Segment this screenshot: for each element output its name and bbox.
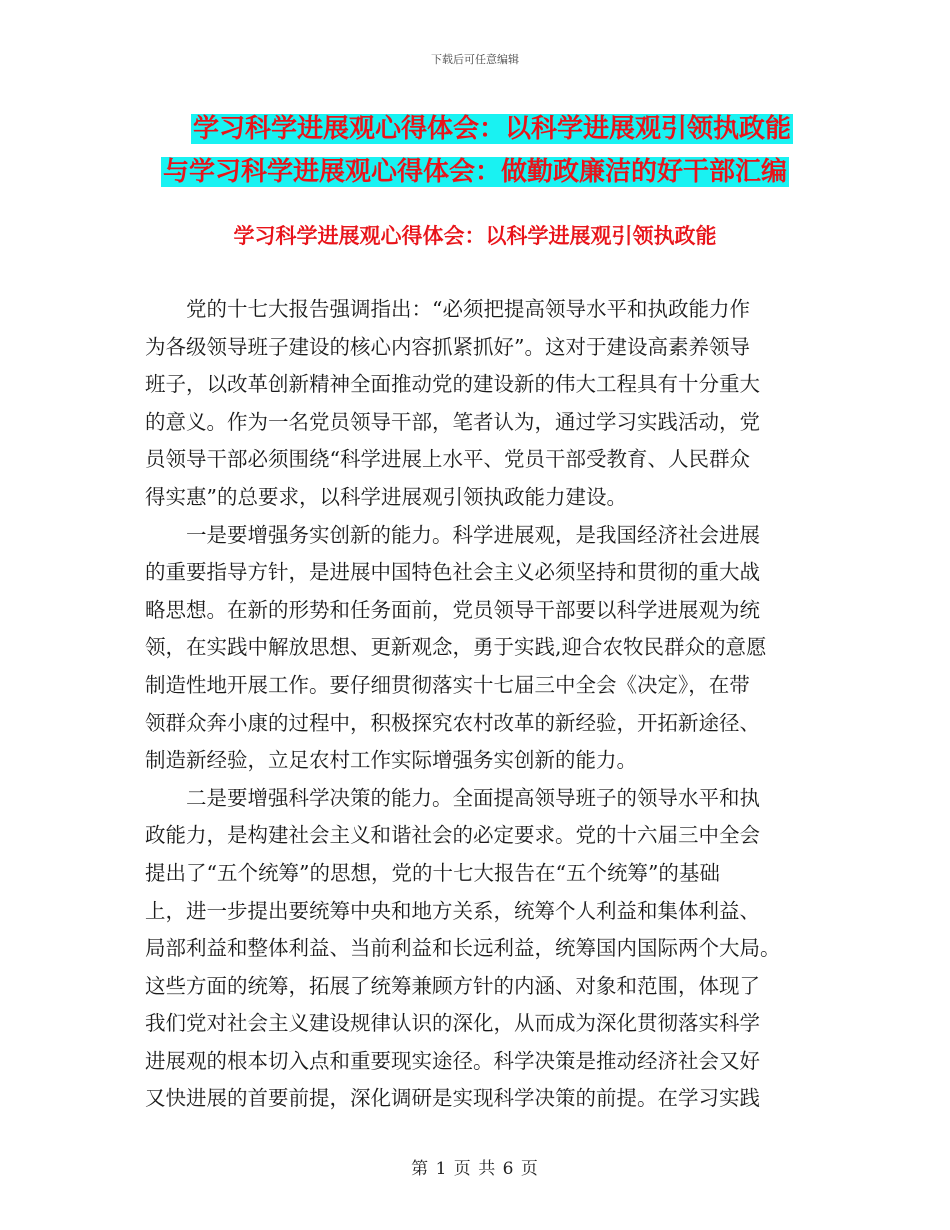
text-line: 党的十七大报告强调指出：“必须把提高领导水平和执政能力作 <box>145 297 750 321</box>
text-line: 局部利益和整体利益、当前利益和长远利益，统筹国内国际两个大局。 <box>145 936 781 961</box>
paragraph-2 <box>145 517 810 780</box>
text-line: 领，在实践中解放思想、更新观念，勇于实践,迎合农牧民群众的意愿 <box>145 635 767 660</box>
document-title-line-1 <box>0 110 950 148</box>
title-highlight-1: 学习科学进展观心得体会：以科学进展观引领执政能 <box>192 114 791 144</box>
paragraph-1 <box>145 291 810 517</box>
text-line: 这些方面的统筹，拓展了统筹兼顾方针的内涵、对象和范围，体现了 <box>145 973 760 998</box>
text-line: 二是要增强科学决策的能力。全面提高领导班子的领导水平和执 <box>145 785 760 810</box>
text-line: 制造性地开展工作。要仔细贯彻落实十七届三中全会《决定》，在带 <box>145 672 750 697</box>
text-line: 为各级领导班子建设的核心内容抓紧抓好”。这对于建设高素养领导 <box>145 334 750 359</box>
text-line: 制造新经验，立足农村工作实际增强务实创新的能力。 <box>145 748 637 773</box>
page-number-footer: 第 1 页 共 6 页 <box>411 1159 539 1179</box>
text-line: 进展观的根本切入点和重要现实途径。科学决策是推动经济社会又好 <box>145 1048 760 1073</box>
text-line: 的意义。作为一名党员领导干部，笔者认为，通过学习实践活动，党 <box>145 409 760 434</box>
text-line: 我们党对社会主义建设规律认识的深化，从而成为深化贯彻落实科学 <box>145 1011 760 1036</box>
section-title: 学习科学进展观心得体会：以科学进展观引领执政能 <box>233 224 717 248</box>
text-line: 班子，以改革创新精神全面推动党的建设新的伟大工程具有十分重大 <box>145 372 760 397</box>
text-line: 一是要增强务实创新的能力。科学进展观，是我国经济社会进展 <box>145 522 760 547</box>
text-line: 领群众奔小康的过程中，积极探究农村改革的新经验，开拓新途径、 <box>145 710 760 735</box>
paragraph-3 <box>145 780 810 1118</box>
title-highlight-2: 与学习科学进展观心得体会：做勤政廉洁的好干部汇编 <box>162 157 787 187</box>
text-line: 又快进展的首要前提，深化调研是实现科学决策的前提。在学习实践 <box>145 1086 760 1111</box>
text-line: 员领导干部必须围绕“科学进展上水平、党员干部受教育、人民群众 <box>145 447 750 472</box>
text-line: 政能力，是构建社会主义和谐社会的必定要求。党的十六届三中全会 <box>145 823 760 848</box>
text-line: 的重要指导方针，是进展中国特色社会主义必须坚持和贯彻的重大战 <box>145 560 760 585</box>
header-note: 下载后可任意编辑 <box>431 53 519 66</box>
text-line: 得实惠”的总要求，以科学进展观引领执政能力建设。 <box>145 484 627 509</box>
text-line: 提出了“五个统筹”的思想，党的十七大报告在“五个统筹”的基础 <box>145 860 720 885</box>
text-line: 略思想。在新的形势和任务面前，党员领导干部要以科学进展观为统 <box>145 597 760 622</box>
body-text <box>145 291 810 1118</box>
text-line: 上，进一步提出要统筹中央和地方关系，统筹个人利益和集体利益、 <box>145 898 760 923</box>
document-title-line-2 <box>0 153 950 191</box>
